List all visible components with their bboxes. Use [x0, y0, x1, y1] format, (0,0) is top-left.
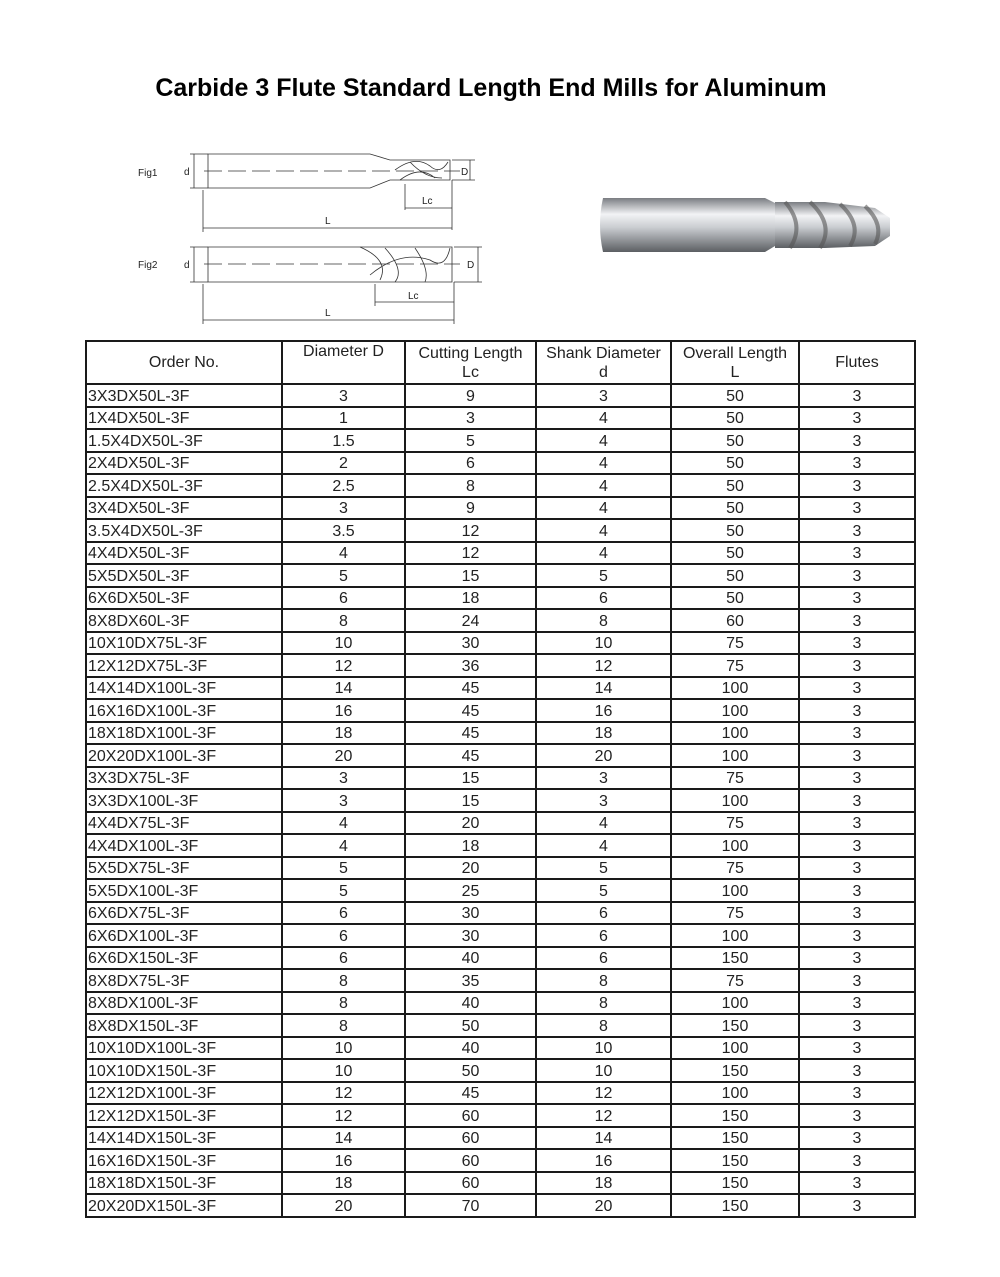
cell-flutes: 3 — [799, 1037, 915, 1060]
cell-diameter: 12 — [282, 1082, 405, 1105]
cell-order-no: 4X4DX75L-3F — [86, 812, 282, 835]
cell-cutting-length: 18 — [405, 587, 536, 610]
cell-flutes: 3 — [799, 879, 915, 902]
cell-order-no: 5X5DX50L-3F — [86, 564, 282, 587]
cell-shank-diameter: 16 — [536, 1149, 671, 1172]
cell-shank-diameter: 4 — [536, 407, 671, 430]
cell-shank-diameter: 8 — [536, 609, 671, 632]
cell-overall-length: 100 — [671, 879, 799, 902]
table-row — [86, 857, 915, 880]
table-row — [86, 969, 915, 992]
column-header-order-no — [86, 341, 282, 384]
table-row — [86, 1127, 915, 1150]
cell-shank-diameter: 20 — [536, 1194, 671, 1217]
cell-shank-diameter: 4 — [536, 834, 671, 857]
cell-flutes: 3 — [799, 452, 915, 475]
table-row — [86, 452, 915, 475]
cell-flutes: 3 — [799, 992, 915, 1015]
cell-shank-diameter: 10 — [536, 1037, 671, 1060]
cell-order-no: 16X16DX100L-3F — [86, 699, 282, 722]
cell-order-no: 10X10DX150L-3F — [86, 1059, 282, 1082]
cell-shank-diameter: 14 — [536, 1127, 671, 1150]
cell-cutting-length: 20 — [405, 812, 536, 835]
cell-flutes: 3 — [799, 969, 915, 992]
cell-cutting-length: 9 — [405, 384, 536, 407]
table-row — [86, 767, 915, 790]
cell-order-no: 5X5DX100L-3F — [86, 879, 282, 902]
cell-flutes: 3 — [799, 924, 915, 947]
table-row — [86, 1037, 915, 1060]
cell-shank-diameter: 18 — [536, 722, 671, 745]
header-line1: Cutting Length — [418, 344, 523, 362]
table-row — [86, 834, 915, 857]
cell-shank-diameter: 3 — [536, 789, 671, 812]
cell-flutes: 3 — [799, 834, 915, 857]
cell-diameter: 3.5 — [282, 519, 405, 542]
cell-flutes: 3 — [799, 857, 915, 880]
cell-flutes: 3 — [799, 497, 915, 520]
fig1-cut-length-dim-label: Lc — [422, 196, 433, 207]
cell-flutes: 3 — [799, 474, 915, 497]
table-row — [86, 654, 915, 677]
cell-overall-length: 50 — [671, 497, 799, 520]
cell-flutes: 3 — [799, 699, 915, 722]
cell-cutting-length: 50 — [405, 1059, 536, 1082]
cell-flutes: 3 — [799, 1082, 915, 1105]
cell-flutes: 3 — [799, 542, 915, 565]
cell-cutting-length: 45 — [405, 744, 536, 767]
cell-overall-length: 75 — [671, 969, 799, 992]
table-row — [86, 429, 915, 452]
cell-order-no: 8X8DX100L-3F — [86, 992, 282, 1015]
cell-overall-length: 50 — [671, 474, 799, 497]
cell-order-no: 6X6DX100L-3F — [86, 924, 282, 947]
column-header-diameter — [282, 341, 405, 384]
cell-flutes: 3 — [799, 1172, 915, 1195]
cell-order-no: 3X3DX50L-3F — [86, 384, 282, 407]
table-row — [86, 924, 915, 947]
cell-overall-length: 150 — [671, 1127, 799, 1150]
cell-overall-length: 75 — [671, 812, 799, 835]
cell-shank-diameter: 6 — [536, 902, 671, 925]
cell-overall-length: 100 — [671, 924, 799, 947]
cell-overall-length: 50 — [671, 564, 799, 587]
cell-diameter: 4 — [282, 542, 405, 565]
cell-cutting-length: 60 — [405, 1172, 536, 1195]
table-row — [86, 677, 915, 700]
cell-cutting-length: 9 — [405, 497, 536, 520]
cell-cutting-length: 30 — [405, 924, 536, 947]
table-row — [86, 407, 915, 430]
cell-diameter: 8 — [282, 609, 405, 632]
cell-overall-length: 100 — [671, 789, 799, 812]
cell-diameter: 6 — [282, 924, 405, 947]
cell-diameter: 3 — [282, 789, 405, 812]
table-row — [86, 632, 915, 655]
header-line2: d — [599, 363, 608, 381]
end-mill-product-photo — [595, 190, 895, 260]
header-line1: Flutes — [835, 354, 879, 371]
cell-order-no: 3X3DX100L-3F — [86, 789, 282, 812]
cell-cutting-length: 70 — [405, 1194, 536, 1217]
cell-order-no: 18X18DX100L-3F — [86, 722, 282, 745]
cell-overall-length: 75 — [671, 857, 799, 880]
cell-order-no: 10X10DX75L-3F — [86, 632, 282, 655]
cell-overall-length: 100 — [671, 677, 799, 700]
cell-flutes: 3 — [799, 519, 915, 542]
cell-overall-length: 50 — [671, 452, 799, 475]
cell-diameter: 10 — [282, 632, 405, 655]
fig2-diameter-dim-label: D — [467, 260, 475, 271]
header-line1: Shank Diameter — [546, 344, 661, 362]
cell-flutes: 3 — [799, 587, 915, 610]
cell-flutes: 3 — [799, 789, 915, 812]
table-row — [86, 519, 915, 542]
cell-overall-length: 150 — [671, 1172, 799, 1195]
cell-shank-diameter: 5 — [536, 857, 671, 880]
cell-cutting-length: 12 — [405, 519, 536, 542]
cell-diameter: 16 — [282, 1149, 405, 1172]
fig1-label: Fig1 — [138, 168, 158, 179]
header-line2: Lc — [462, 363, 479, 381]
cell-shank-diameter: 10 — [536, 632, 671, 655]
cell-cutting-length: 15 — [405, 789, 536, 812]
cell-shank-diameter: 4 — [536, 429, 671, 452]
cell-order-no: 8X8DX150L-3F — [86, 1014, 282, 1037]
fig2-cut-length-dim-label: Lc — [408, 291, 419, 302]
cell-shank-diameter: 3 — [536, 767, 671, 790]
cell-order-no: 4X4DX50L-3F — [86, 542, 282, 565]
table-row — [86, 722, 915, 745]
table-row — [86, 384, 915, 407]
cell-order-no: 6X6DX75L-3F — [86, 902, 282, 925]
table-row — [86, 497, 915, 520]
table-row — [86, 699, 915, 722]
cell-flutes: 3 — [799, 564, 915, 587]
cell-shank-diameter: 12 — [536, 1082, 671, 1105]
cell-flutes: 3 — [799, 407, 915, 430]
cell-overall-length: 100 — [671, 744, 799, 767]
table-row — [86, 1149, 915, 1172]
cell-diameter: 4 — [282, 834, 405, 857]
table-row — [86, 812, 915, 835]
cell-flutes: 3 — [799, 609, 915, 632]
cell-overall-length: 100 — [671, 834, 799, 857]
header-line1: Order No. — [148, 354, 220, 371]
cell-cutting-length: 6 — [405, 452, 536, 475]
cell-diameter: 20 — [282, 744, 405, 767]
table-row — [86, 542, 915, 565]
cell-order-no: 2X4DX50L-3F — [86, 452, 282, 475]
column-header-flutes — [799, 341, 915, 384]
cell-overall-length: 75 — [671, 654, 799, 677]
table-row — [86, 1194, 915, 1217]
column-header-cutting-length — [405, 341, 536, 384]
cell-overall-length: 150 — [671, 1014, 799, 1037]
fig1-overall-dim-label: L — [325, 216, 331, 227]
cell-flutes: 3 — [799, 1014, 915, 1037]
cell-overall-length: 100 — [671, 699, 799, 722]
table-row — [86, 789, 915, 812]
cell-diameter: 14 — [282, 677, 405, 700]
cell-order-no: 3.5X4DX50L-3F — [86, 519, 282, 542]
end-mill-spec-table — [85, 340, 916, 1218]
cell-diameter: 3 — [282, 497, 405, 520]
cell-diameter: 6 — [282, 902, 405, 925]
cell-cutting-length: 50 — [405, 1014, 536, 1037]
cell-diameter: 6 — [282, 587, 405, 610]
table-row — [86, 474, 915, 497]
cell-overall-length: 150 — [671, 1149, 799, 1172]
cell-flutes: 3 — [799, 632, 915, 655]
header-line1: Diameter D — [303, 343, 384, 360]
cell-order-no: 2.5X4DX50L-3F — [86, 474, 282, 497]
cell-diameter: 6 — [282, 947, 405, 970]
cell-overall-length: 150 — [671, 1194, 799, 1217]
cell-cutting-length: 18 — [405, 834, 536, 857]
fig2-label: Fig2 — [138, 260, 158, 271]
cell-shank-diameter: 18 — [536, 1172, 671, 1195]
cell-shank-diameter: 8 — [536, 992, 671, 1015]
table-row — [86, 744, 915, 767]
cell-overall-length: 50 — [671, 542, 799, 565]
cell-flutes: 3 — [799, 1127, 915, 1150]
cell-overall-length: 50 — [671, 384, 799, 407]
cell-order-no: 16X16DX150L-3F — [86, 1149, 282, 1172]
cell-diameter: 18 — [282, 1172, 405, 1195]
cell-diameter: 8 — [282, 969, 405, 992]
cell-shank-diameter: 3 — [536, 384, 671, 407]
cell-flutes: 3 — [799, 1059, 915, 1082]
cell-order-no: 1X4DX50L-3F — [86, 407, 282, 430]
cell-diameter: 16 — [282, 699, 405, 722]
cell-order-no: 12X12DX75L-3F — [86, 654, 282, 677]
cell-overall-length: 150 — [671, 1059, 799, 1082]
cell-order-no: 18X18DX150L-3F — [86, 1172, 282, 1195]
cell-cutting-length: 20 — [405, 857, 536, 880]
cell-diameter: 18 — [282, 722, 405, 745]
cell-diameter: 1.5 — [282, 429, 405, 452]
cell-shank-diameter: 14 — [536, 677, 671, 700]
cell-cutting-length: 8 — [405, 474, 536, 497]
cell-diameter: 2 — [282, 452, 405, 475]
cell-order-no: 20X20DX100L-3F — [86, 744, 282, 767]
cell-flutes: 3 — [799, 722, 915, 745]
cell-shank-diameter: 20 — [536, 744, 671, 767]
cell-shank-diameter: 12 — [536, 654, 671, 677]
cell-cutting-length: 45 — [405, 1082, 536, 1105]
cell-order-no: 12X12DX150L-3F — [86, 1104, 282, 1127]
cell-order-no: 5X5DX75L-3F — [86, 857, 282, 880]
cell-shank-diameter: 4 — [536, 452, 671, 475]
cell-overall-length: 100 — [671, 992, 799, 1015]
cell-flutes: 3 — [799, 1149, 915, 1172]
cell-cutting-length: 45 — [405, 722, 536, 745]
table-row — [86, 587, 915, 610]
cell-order-no: 4X4DX100L-3F — [86, 834, 282, 857]
cell-overall-length: 100 — [671, 1037, 799, 1060]
cell-diameter: 2.5 — [282, 474, 405, 497]
cell-diameter: 10 — [282, 1037, 405, 1060]
cell-diameter: 20 — [282, 1194, 405, 1217]
cell-order-no: 3X4DX50L-3F — [86, 497, 282, 520]
cell-shank-diameter: 4 — [536, 812, 671, 835]
cell-order-no: 8X8DX60L-3F — [86, 609, 282, 632]
cell-diameter: 5 — [282, 564, 405, 587]
cell-flutes: 3 — [799, 767, 915, 790]
cell-flutes: 3 — [799, 744, 915, 767]
cell-diameter: 1 — [282, 407, 405, 430]
cell-cutting-length: 60 — [405, 1149, 536, 1172]
cell-cutting-length: 60 — [405, 1104, 536, 1127]
cell-diameter: 3 — [282, 384, 405, 407]
cell-cutting-length: 40 — [405, 992, 536, 1015]
end-mill-dimension-drawing — [130, 140, 500, 330]
cell-shank-diameter: 16 — [536, 699, 671, 722]
cell-overall-length: 75 — [671, 902, 799, 925]
cell-cutting-length: 3 — [405, 407, 536, 430]
cell-shank-diameter: 6 — [536, 947, 671, 970]
cell-shank-diameter: 8 — [536, 1014, 671, 1037]
cell-flutes: 3 — [799, 1104, 915, 1127]
cell-cutting-length: 40 — [405, 947, 536, 970]
cell-overall-length: 75 — [671, 632, 799, 655]
cell-shank-diameter: 10 — [536, 1059, 671, 1082]
table-row — [86, 902, 915, 925]
cell-order-no: 3X3DX75L-3F — [86, 767, 282, 790]
cell-shank-diameter: 5 — [536, 564, 671, 587]
cell-diameter: 4 — [282, 812, 405, 835]
table-row — [86, 879, 915, 902]
cell-order-no: 1.5X4DX50L-3F — [86, 429, 282, 452]
cell-shank-diameter: 8 — [536, 969, 671, 992]
cell-diameter: 3 — [282, 767, 405, 790]
cell-cutting-length: 15 — [405, 767, 536, 790]
cell-cutting-length: 5 — [405, 429, 536, 452]
table-row — [86, 609, 915, 632]
cell-diameter: 5 — [282, 857, 405, 880]
fig2-shank-dim-label: d — [184, 260, 190, 271]
cell-flutes: 3 — [799, 384, 915, 407]
cell-diameter: 8 — [282, 992, 405, 1015]
cell-diameter: 12 — [282, 1104, 405, 1127]
cell-order-no: 14X14DX100L-3F — [86, 677, 282, 700]
cell-flutes: 3 — [799, 812, 915, 835]
fig2-overall-dim-label: L — [325, 308, 331, 319]
cell-shank-diameter: 5 — [536, 879, 671, 902]
table-row — [86, 1082, 915, 1105]
cell-flutes: 3 — [799, 654, 915, 677]
cell-diameter: 14 — [282, 1127, 405, 1150]
cell-cutting-length: 24 — [405, 609, 536, 632]
cell-cutting-length: 15 — [405, 564, 536, 587]
cell-cutting-length: 30 — [405, 902, 536, 925]
table-row — [86, 564, 915, 587]
cell-cutting-length: 25 — [405, 879, 536, 902]
cell-overall-length: 100 — [671, 722, 799, 745]
cell-shank-diameter: 6 — [536, 924, 671, 947]
cell-shank-diameter: 4 — [536, 542, 671, 565]
cell-order-no: 10X10DX100L-3F — [86, 1037, 282, 1060]
table-header-row — [86, 341, 915, 384]
table-row — [86, 1014, 915, 1037]
column-header-overall-length — [671, 341, 799, 384]
cell-cutting-length: 45 — [405, 699, 536, 722]
cell-order-no: 6X6DX150L-3F — [86, 947, 282, 970]
cell-diameter: 10 — [282, 1059, 405, 1082]
column-header-shank-diameter — [536, 341, 671, 384]
cell-cutting-length: 30 — [405, 632, 536, 655]
cell-flutes: 3 — [799, 947, 915, 970]
cell-flutes: 3 — [799, 677, 915, 700]
cell-shank-diameter: 12 — [536, 1104, 671, 1127]
cell-order-no: 20X20DX150L-3F — [86, 1194, 282, 1217]
header-line1: Overall Length — [682, 344, 788, 362]
cell-cutting-length: 36 — [405, 654, 536, 677]
cell-diameter: 5 — [282, 879, 405, 902]
fig1-diameter-dim-label: D — [461, 167, 469, 178]
cell-overall-length: 150 — [671, 947, 799, 970]
cell-overall-length: 75 — [671, 767, 799, 790]
cell-cutting-length: 40 — [405, 1037, 536, 1060]
cell-flutes: 3 — [799, 429, 915, 452]
cell-overall-length: 60 — [671, 609, 799, 632]
cell-diameter: 8 — [282, 1014, 405, 1037]
table-row — [86, 947, 915, 970]
cell-shank-diameter: 4 — [536, 519, 671, 542]
cell-shank-diameter: 4 — [536, 474, 671, 497]
cell-overall-length: 50 — [671, 519, 799, 542]
header-line2: L — [730, 363, 740, 381]
cell-diameter: 12 — [282, 654, 405, 677]
cell-flutes: 3 — [799, 902, 915, 925]
page-title: Carbide 3 Flute Standard Length End Mills for Aluminum — [155, 74, 827, 102]
table-row — [86, 992, 915, 1015]
table-row — [86, 1104, 915, 1127]
cell-overall-length: 50 — [671, 587, 799, 610]
cell-order-no: 14X14DX150L-3F — [86, 1127, 282, 1150]
cell-cutting-length: 12 — [405, 542, 536, 565]
cell-cutting-length: 45 — [405, 677, 536, 700]
fig1-shank-dim-label: d — [184, 167, 190, 178]
cell-overall-length: 100 — [671, 1082, 799, 1105]
cell-order-no: 12X12DX100L-3F — [86, 1082, 282, 1105]
table-row — [86, 1172, 915, 1195]
cell-flutes: 3 — [799, 1194, 915, 1217]
table-row — [86, 1059, 915, 1082]
cell-cutting-length: 35 — [405, 969, 536, 992]
cell-cutting-length: 60 — [405, 1127, 536, 1150]
cell-overall-length: 150 — [671, 1104, 799, 1127]
cell-order-no: 6X6DX50L-3F — [86, 587, 282, 610]
cell-shank-diameter: 4 — [536, 497, 671, 520]
cell-overall-length: 50 — [671, 429, 799, 452]
cell-shank-diameter: 6 — [536, 587, 671, 610]
cell-order-no: 8X8DX75L-3F — [86, 969, 282, 992]
cell-overall-length: 50 — [671, 407, 799, 430]
